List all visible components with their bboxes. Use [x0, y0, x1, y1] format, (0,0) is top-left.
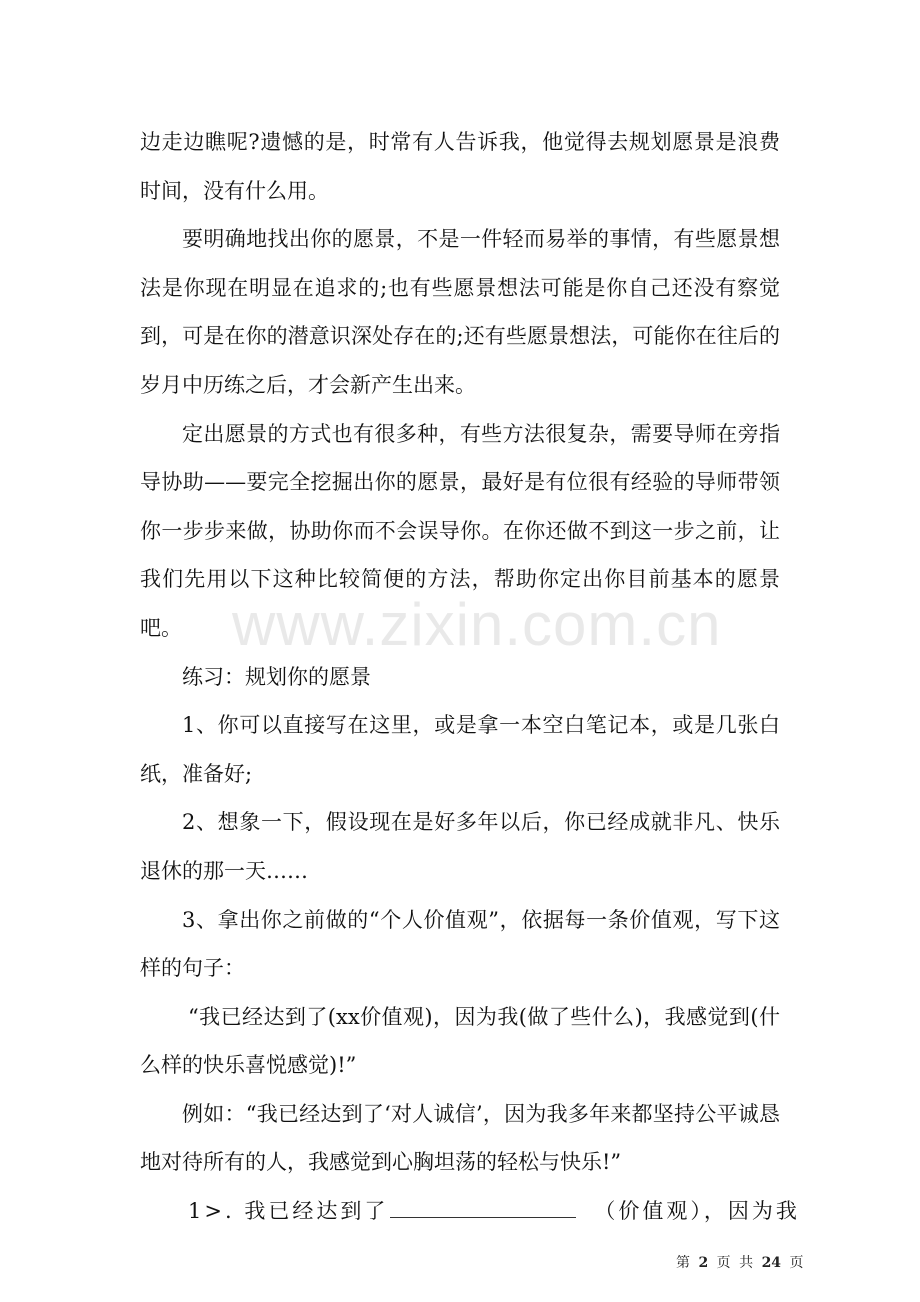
fill-in-blank [390, 1199, 576, 1218]
example-sentence: 例如：“我已经达到了‘对人诚信’，因为我多年来都坚持公平诚恳地对待所有的人，我感觉到心胸坦荡的轻松与快乐!” [140, 1101, 780, 1175]
fill-in-line [140, 1187, 800, 1236]
watermark: www.zixin.com.cn [232, 591, 722, 658]
fill-in-number: 1>. [188, 1199, 235, 1224]
exercise-heading: 练习：规划你的愿景 [182, 664, 371, 689]
step-2: 2、想象一下，假设现在是好多年以后，你已经成就非凡、快乐退休的那一天…… [140, 810, 780, 883]
paragraph-methods: 定出愿景的方式也有很多种，有些方法很复杂，需要导师在旁指导协助——要完全挖掘出你的愿景，最好是有位很有经验的导师带领你一步步来做，协助你而不会误导你。在你还做不到这一步之前，让我们先用以下这种比较简便的方法，帮助你定出你目前基本的愿景吧。 [140, 421, 780, 640]
document-body [140, 118, 800, 1236]
step-3: 3、拿出你之前做的“个人价值观”，依据每一条价值观，写下这样的句子： [140, 907, 780, 981]
step-1: 1、你可以直接写在这里，或是拿一本空白笔记本，或是几张白纸，准备好; [140, 713, 780, 786]
footer-mid: 页 共 [716, 1255, 754, 1271]
footer-post: 页 [789, 1255, 804, 1271]
footer-pre: 第 [676, 1255, 690, 1271]
paragraph-finding-vision: 要明确地找出你的愿景，不是一件轻而易举的事情，有些愿景想法是你现在明显在追求的;也有些愿景想法可能是你自己还没有察觉到，可是在你的潜意识深处存在的;还有些愿景想法，可能你在往后的岁月中历练之后，才会新产生出来。 [140, 227, 780, 397]
fill-in-suffix: （价值观），因为我 [594, 1199, 800, 1224]
template-sentence: “我已经达到了(xx价值观)，因为我(做了些什么)，我感觉到(什么样的快乐喜悦感觉)!” [140, 1004, 780, 1078]
total-page-count: 24 [761, 1255, 782, 1271]
page-footer [676, 1252, 804, 1272]
current-page-number: 2 [698, 1255, 709, 1271]
fill-in-prefix: 我已经达到了 [244, 1199, 389, 1224]
paragraph-continuation: 边走边瞧呢?遗憾的是，时常有人告诉我，他觉得去规划愿景是浪费时间，没有什么用。 [140, 130, 780, 203]
